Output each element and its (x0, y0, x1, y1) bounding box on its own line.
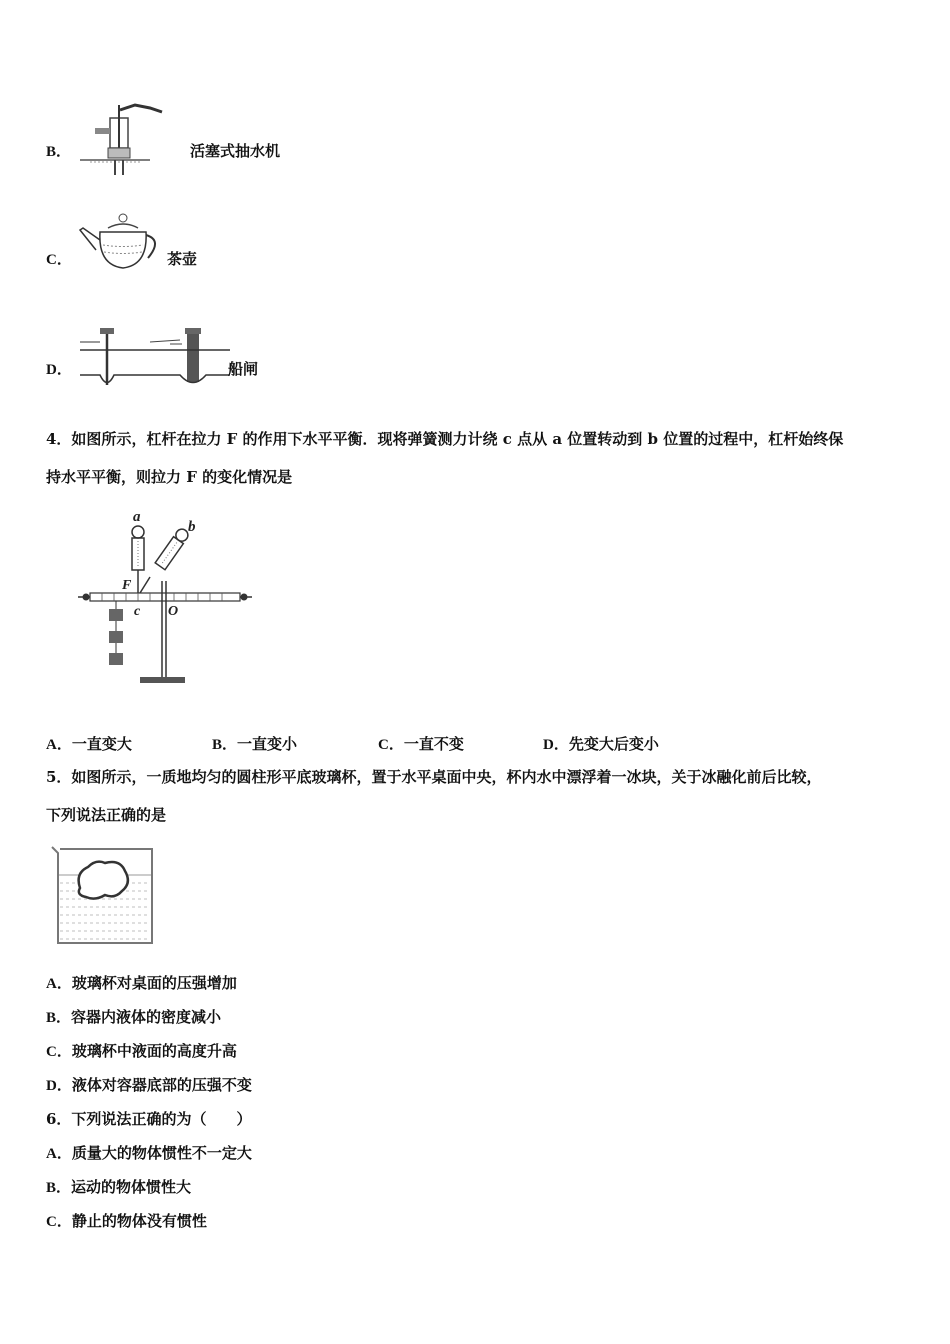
q5-option-c[interactable] (46, 1040, 237, 1061)
q4-stem-line2: 持水平平衡，则拉力 F 的变化情况是 (46, 468, 293, 486)
q4-option-c-text: 一直不变 (403, 735, 464, 753)
q4-option-d-text: 先变大后变小 (568, 735, 659, 753)
lever-diagram (70, 505, 260, 690)
q4-option-c[interactable] (378, 733, 464, 754)
q5-stem-line2: 下列说法正确的是 (46, 806, 167, 824)
q5-option-b-text: 容器内液体的密度减小 (71, 1008, 222, 1026)
label-F: F (122, 578, 132, 593)
q4-option-b[interactable] (212, 733, 297, 754)
q4-option-d[interactable] (543, 733, 659, 754)
q6-option-c[interactable] (46, 1210, 207, 1231)
label-c: c (134, 604, 141, 619)
q5-option-c-text: 玻璃杯中液面的高度升高 (71, 1042, 237, 1060)
q4-option-b-letter: B． (212, 737, 238, 753)
q4-option-c-letter: C． (378, 737, 404, 753)
q3-option-b-text: 活塞式抽水机 (190, 142, 281, 160)
ship-lock-illustration (80, 320, 230, 390)
q6-option-c-text: 静止的物体没有惯性 (71, 1212, 207, 1230)
q3-option-c-letter: C． (46, 252, 72, 268)
q6-option-c-letter: C． (46, 1214, 72, 1230)
q4-option-a-letter: A． (46, 737, 72, 753)
q5-option-a[interactable] (46, 972, 237, 993)
label-b: b (188, 519, 196, 535)
q6-option-b-text: 运动的物体惯性大 (71, 1178, 192, 1196)
q4-option-d-letter: D． (543, 737, 569, 753)
q5-option-d-text: 液体对容器底部的压强不变 (71, 1076, 252, 1094)
q5-option-d-letter: D． (46, 1078, 72, 1094)
teapot-illustration (78, 210, 168, 275)
q6-option-a-text: 质量大的物体惯性不一定大 (71, 1144, 252, 1162)
q5-option-b[interactable] (46, 1006, 221, 1027)
piston-pump-illustration (80, 100, 180, 175)
q3-option-c-text: 茶壶 (167, 250, 198, 268)
q6-option-b-letter: B． (46, 1180, 72, 1196)
q4-option-a[interactable] (46, 733, 132, 754)
q5-option-a-letter: A． (46, 976, 72, 992)
q3-option-d-text: 船闸 (228, 360, 259, 378)
q6-option-a[interactable] (46, 1142, 252, 1163)
q6-stem: 6．下列说法正确的为（ ） (46, 1110, 252, 1128)
q5-option-b-letter: B． (46, 1010, 72, 1026)
q5-option-d[interactable] (46, 1074, 252, 1095)
q5-option-a-text: 玻璃杯对桌面的压强增加 (71, 974, 237, 992)
q4-option-a-text: 一直变大 (71, 735, 132, 753)
q5-option-c-letter: C． (46, 1044, 72, 1060)
q4-option-b-text: 一直变小 (237, 735, 298, 753)
q4-stem-line1: 4．如图所示，杠杆在拉力 F 的作用下水平平衡．现将弹簧测力计绕 c 点从 a 位置转动到 b 位置的过程中，杠杆始终保 (46, 430, 844, 448)
q3-option-d-letter: D． (46, 362, 72, 378)
q6-option-b[interactable] (46, 1176, 191, 1197)
q5-stem-line1: 5．如图所示，一质地均匀的圆柱形平底玻璃杯，置于水平桌面中央，杯内水中漂浮着一冰块，关于冰融化前后比较， (46, 768, 822, 786)
label-a: a (133, 509, 141, 525)
label-O: O (168, 604, 179, 619)
q6-option-a-letter: A． (46, 1146, 72, 1162)
q3-option-b-letter: B． (46, 144, 72, 160)
beaker-ice-diagram (50, 843, 160, 948)
